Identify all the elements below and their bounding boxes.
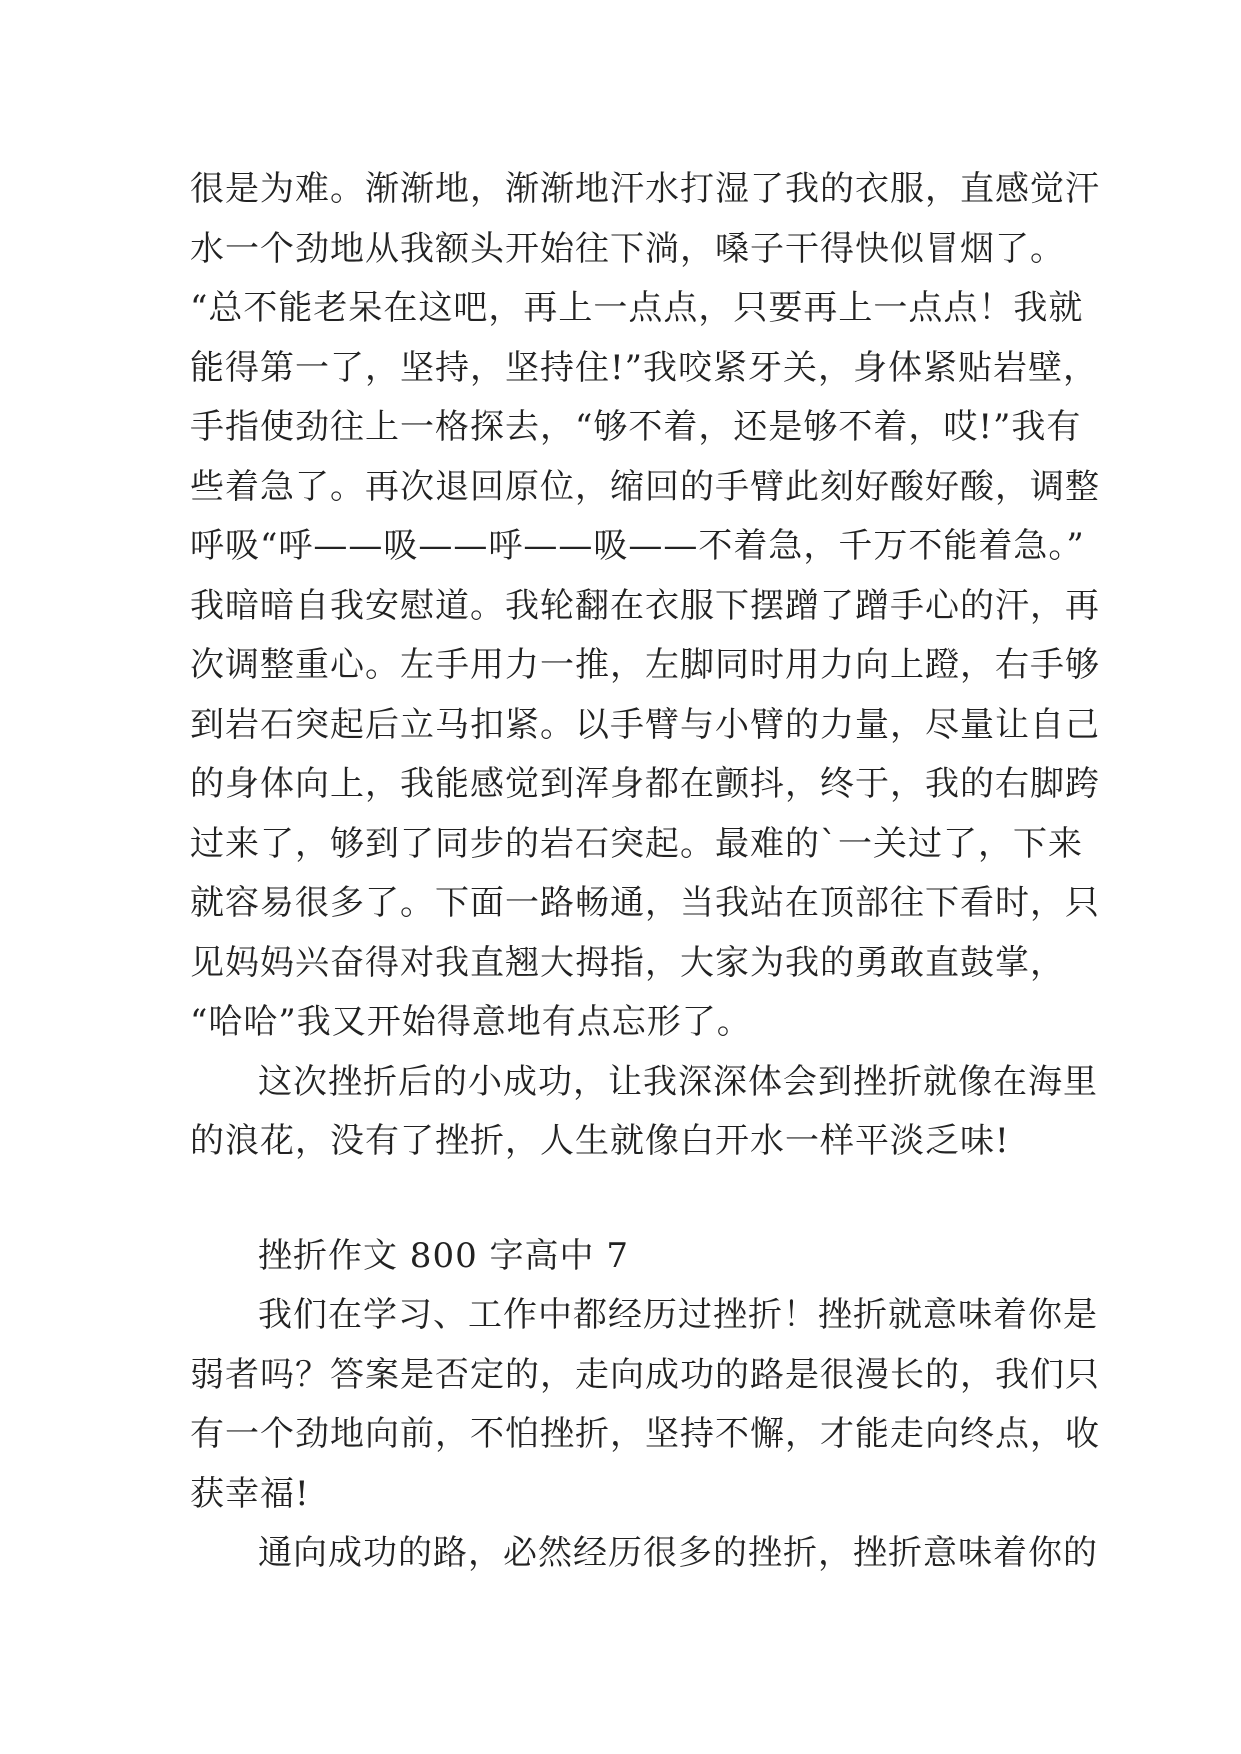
paragraph-line: 我们在学习、工作中都经历过挫折！挫折就意味着你是 bbox=[258, 1295, 1098, 1335]
paragraph-line: 次调整重心。左手用力一推，左脚同时用力向上蹬，右手够 bbox=[190, 645, 1100, 685]
paragraph-line: 的身体向上，我能感觉到浑身都在颤抖，终于，我的右脚跨 bbox=[190, 764, 1100, 804]
essay-paragraph bbox=[190, 1524, 1098, 1584]
essay-paragraph bbox=[190, 1286, 1100, 1524]
paragraph-line: 我暗暗自我安慰道。我轮翻在衣服下摆蹭了蹭手心的汗，再 bbox=[190, 585, 1100, 626]
paragraph-line: 见妈妈兴奋得对我直翘大拇指，大家为我的勇敢直鼓掌， bbox=[190, 942, 1065, 983]
paragraph-line: 就容易很多了。下面一路畅通，当我站在顶部往下看时，只 bbox=[190, 883, 1100, 923]
document-body bbox=[190, 160, 1100, 1584]
continued-paragraph bbox=[190, 160, 1100, 1053]
essay-title: 挫折作文 800 字高中 7 bbox=[258, 1235, 629, 1276]
paragraph-line: 到岩石突起后立马扣紧。以手臂与小臂的力量，尽量让自己 bbox=[190, 704, 1100, 745]
conclusion-paragraph bbox=[190, 1053, 1098, 1172]
paragraph-line: 手指使劲往上一格探去，“够不着，还是够不着，哎!”我有 bbox=[190, 407, 1082, 447]
paragraph-line: 水一个劲地从我额头开始往下淌，嗓子干得快似冒烟了。 bbox=[190, 228, 1065, 269]
paragraph-line: 这次挫折后的小成功，让我深深体会到挫折就像在海里 bbox=[258, 1061, 1098, 1102]
paragraph-line: 获幸福! bbox=[190, 1473, 310, 1514]
paragraph-line: 的浪花，没有了挫折，人生就像白开水一样平淡乏味! bbox=[190, 1121, 1010, 1161]
paragraph-line: “总不能老呆在这吧，再上一点点，只要再上一点点！我就 bbox=[190, 288, 1084, 328]
paragraph-line: 弱者吗？答案是否定的，走向成功的路是很漫长的，我们只 bbox=[190, 1354, 1100, 1395]
paragraph-line: “哈哈”我又开始得意地有点忘形了。 bbox=[190, 1002, 752, 1042]
paragraph-line: 有一个劲地向前，不怕挫折，坚持不懈，才能走向终点，收 bbox=[190, 1414, 1100, 1454]
paragraph-line: 通向成功的路，必然经历很多的挫折，挫折意味着你的 bbox=[258, 1533, 1098, 1573]
paragraph-line: 些着急了。再次退回原位，缩回的手臂此刻好酸好酸，调整 bbox=[190, 466, 1100, 507]
paragraph-spacer bbox=[190, 1172, 1070, 1227]
paragraph-line: 能得第一了，坚持，坚持住!”我咬紧牙关，身体紧贴岩壁， bbox=[190, 347, 1099, 388]
paragraph-line: 很是为难。渐渐地，渐渐地汗水打湿了我的衣服，直感觉汗 bbox=[190, 169, 1100, 209]
paragraph-line: 呼吸“呼——吸——呼——吸——不着急，千万不能着急。” bbox=[190, 526, 1085, 566]
paragraph-line: 过来了，够到了同步的岩石突起。最难的`一关过了，下来 bbox=[190, 823, 1083, 864]
